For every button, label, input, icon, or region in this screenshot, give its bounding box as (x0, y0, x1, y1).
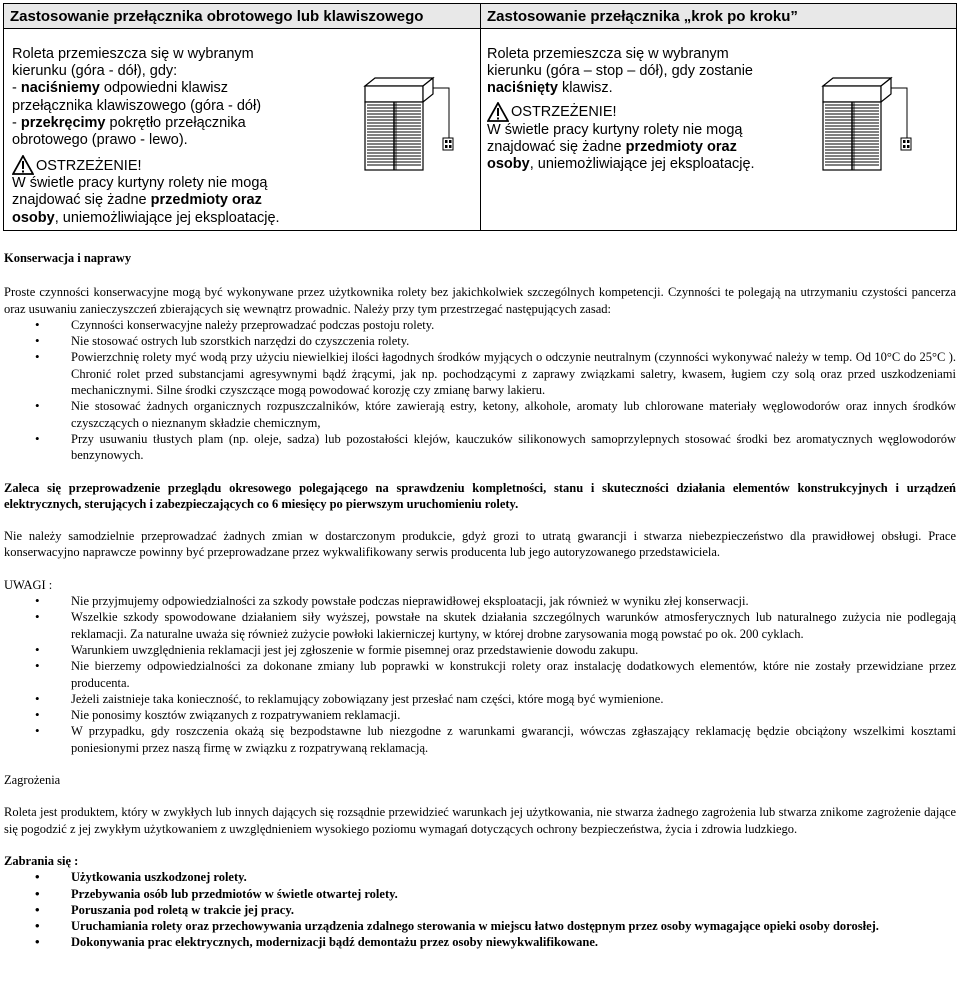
list-item: • Czynności konserwacyjne należy przeprowadzać podczas postoju rolety. (4, 317, 956, 333)
list-item: • W przypadku, gdy roszczenia okażą się bezpodstawne lub niezgodne z warunkami gwarancji, wówczas zgłaszający reklamację będzie obciążony wszelkimi kosztami poniesionymi przez naszą firmę w związku z rozpatrywaną reklamacją. (4, 723, 956, 756)
roller-shutter-illustration (353, 74, 463, 184)
inspection-recommendation: Zaleca się przeprowadzenie przeglądu okresowego polegającego na sprawdzeniu kompletności, stanu i skuteczności działania elementów konstrukcyjnych i urządzeń elektrycznych, sterujących i zabezpieczających co 6 miesięcy po pierwszym uruchomieniu rolety. (4, 480, 956, 511)
warning-title: OSTRZEŻENIE! (511, 104, 617, 121)
step-switch-panel (480, 4, 956, 230)
rotary-switch-instructions: Roleta przemieszcza się w wybranym kierunku (góra - dół), gdy: - naciśniemy odpowiedni klawisz przełącznika klawiszowego (góra - dół) - przekręcimy pokrętło przełącznika obrotowego (prawo - lewo). OSTRZEŻENIE! W świetle pracy kurtyny rolety nie mogą znajdować się żadne przedmioty oraz osoby, uniemożliwiające jej eksploatację. (12, 46, 332, 227)
step-switch-title: Zastosowanie przełącznika „krok po kroku” (481, 4, 956, 29)
warning-row (487, 102, 787, 122)
notes-list (4, 593, 956, 756)
forbidden-list (4, 869, 956, 950)
maintenance-rules-list (4, 317, 956, 464)
list-item: • Powierzchnię rolety myć wodą przy użyciu niewielkiej ilości łagodnych środków myjących o odczynie neutralnym (czynności wykonywać należy w temp. Od 10°C do 25°C ). Chronić rolet przed substancjami agresywnymi bądź żrącymi, jak np. pochodzącymi z zaprawy związkami saletry, kwasem, ługiem czy solą oraz przed uszkodzeniami mechanicznymi. Silne środki czyszczące mogą powodować korozję czy zmianę barwy lakieru. (4, 349, 956, 398)
list-item: • Jeżeli zaistnieje taka konieczność, to reklamujący zobowiązany jest przesłać nam części, które mogą być wymienione. (4, 691, 956, 707)
list-item: • Warunkiem uwzględnienia reklamacji jest jej zgłoszenie w formie pisemnej oraz przedstawienie dowodu zakupu. (4, 642, 956, 658)
document-body (4, 250, 956, 951)
no-changes-notice: Nie należy samodzielnie przeprowadzać żadnych zmian w dostarczonym produkcie, gdyż grozi to utratą gwarancji i stwarza niebezpieczeństwo dla prawidłowej obsługi. Prace konserwacyjno naprawcze powinny być przeprowadzane przez wykwalifikowany serwis producenta lub jego autoryzowanego przedstawiciela. (4, 529, 956, 560)
warning-triangle-icon (487, 102, 509, 122)
warning-triangle-icon (12, 155, 34, 175)
maintenance-intro: Proste czynności konserwacyjne mogą być wykonywane przez użytkownika rolety bez jakichkolwiek szczególnych kompetencji. Czynności te polegają na utrzymaniu czystości pancerza oraz usuwaniu zanieczyszczeń zbierających się wewnątrz prowadnic. Należy przy tym przestrzegać następujących zasad: (4, 285, 956, 316)
list-item: • Nie stosować żadnych organicznych rozpuszczalników, które zawierają estry, ketony, alkohole, aromaty lub chlorowane materiały węglowodorów oraz innych środków czyszczących o nieznanym składzie chemicznym, (4, 398, 956, 431)
step-switch-instructions: Roleta przemieszcza się w wybranym kierunku (góra – stop – dół), gdy zostanie naciśnięty klawisz. OSTRZEŻENIE! W świetle pracy kurtyny rolety nie mogą znajdować się żadne przedmioty oraz osoby, uniemożliwiające jej eksploatację. (487, 46, 787, 173)
list-item: • Uruchamiania rolety oraz przechowywania urządzenia zdalnego sterowania w miejscu łatwo dostępnym przez osoby wymagające opieki osoby dorosłej. (4, 918, 956, 934)
warning-title: OSTRZEŻENIE! (36, 158, 142, 175)
list-item: • Przebywania osób lub przedmiotów w świetle otwartej rolety. (4, 886, 956, 902)
list-item: • Nie bierzemy odpowiedzialności za dokonane zmiany lub poprawki w konstrukcji rolety oraz instalację dodatkowych elementów, które nie zostały przewidziane przez producenta. (4, 658, 956, 691)
maintenance-heading: Konserwacja i naprawy (4, 251, 132, 265)
hazards-text: Roleta jest produktem, który w zwykłych lub innych dających się rozsądnie przewidzieć warunkach jej użytkowania, nie stwarza żadnego zagrożenia lub stwarza znikome zagrożenie dające się pogodzić z jej zwykłym użytkowaniem z uwzględnieniem wysokiego poziomu wymagań dotyczących ochrony bezpieczeństwa, życia i zdrowia ludzkiego. (4, 805, 956, 836)
list-item: • Użytkowania uszkodzonej rolety. (4, 869, 956, 885)
list-item: • Nie stosować ostrych lub szorstkich narzędzi do czyszczenia rolety. (4, 333, 956, 349)
list-item: • Wszelkie szkody spowodowane działaniem siły wyższej, powstałe na skutek działania szczególnych warunków atmosferycznych lub naturalnego zużycia nie podlegają reklamacji. Za naturalne uważa się również zużycie powłoki lakierniczej kurtyny, w której drobne zarysowania mogą powstać po ok. 200 cyklach. (4, 609, 956, 642)
switch-usage-table (3, 3, 957, 231)
list-item: • Dokonywania prac elektrycznych, modernizacji bądź demontażu przez osoby niewykwalifikowane. (4, 934, 956, 950)
rotary-switch-panel (4, 4, 480, 230)
forbidden-heading: Zabrania się : (4, 853, 79, 868)
warning-row (12, 155, 332, 175)
list-item: • Poruszania pod roletą w trakcie jej pracy. (4, 902, 956, 918)
rotary-switch-title: Zastosowanie przełącznika obrotowego lub klawiszowego (4, 4, 480, 29)
list-item: • Nie ponosimy kosztów związanych z rozpatrywaniem reklamacji. (4, 707, 956, 723)
notes-heading: UWAGI : (4, 577, 53, 592)
list-item: • Przy usuwaniu tłustych plam (np. oleje, sadza) lub pozostałości klejów, kauczuków silikonowych samoprzylepnych stosować środki bez aromatycznych węglowodorów benzynowych. (4, 431, 956, 464)
roller-shutter-illustration (811, 74, 921, 184)
list-item: • Nie przyjmujemy odpowiedzialności za szkody powstałe podczas nieprawidłowej eksploatacji, jak również w wyniku złej konserwacji. (4, 593, 956, 609)
hazards-heading: Zagrożenia (4, 773, 61, 788)
